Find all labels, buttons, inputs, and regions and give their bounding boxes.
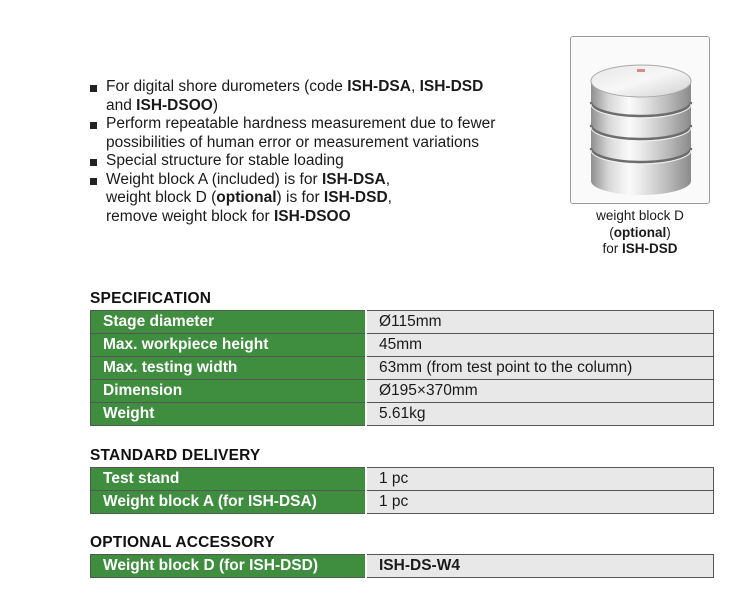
feature-line: Special structure for stable loading (106, 152, 344, 169)
feature-item (90, 171, 550, 227)
table-row (91, 311, 714, 334)
row-value: 5.61kg (366, 403, 714, 426)
optional-accessory-title: OPTIONAL ACCESSORY (90, 534, 275, 551)
table-row (91, 380, 714, 403)
row-label: Weight block A (for ISH-DSA) (91, 491, 367, 514)
photo-caption (570, 208, 710, 258)
row-value: 1 pc (366, 491, 714, 514)
row-value: 1 pc (366, 468, 714, 491)
feature-item (90, 152, 550, 171)
row-label: Stage diameter (91, 311, 367, 334)
row-value: Ø195×370mm (366, 380, 714, 403)
square-bullet-icon (90, 122, 97, 129)
feature-item (90, 78, 550, 115)
standard-delivery-title: STANDARD DELIVERY (90, 447, 261, 464)
caption-line-2: (optional) (609, 224, 671, 240)
row-label: Max. testing width (91, 357, 367, 380)
table-row (91, 357, 714, 380)
row-label: Test stand (91, 468, 367, 491)
standard-delivery-table (90, 467, 714, 514)
feature-line: possibilities of human error or measurement variations (106, 133, 480, 151)
feature-line: Perform repeatable hardness measurement due to fewer (106, 115, 496, 132)
table-row (91, 468, 714, 491)
feature-line: remove weight block for ISH-DSOO (106, 207, 351, 225)
feature-item (90, 115, 550, 152)
row-value: ISH-DS-W4 (366, 555, 714, 578)
weight-block-image (571, 37, 709, 203)
row-label: Dimension (91, 380, 367, 403)
feature-list (90, 78, 550, 226)
row-value: Ø115mm (366, 311, 714, 334)
square-bullet-icon (90, 178, 97, 185)
row-label: Weight block D (for ISH-DSD) (91, 555, 367, 578)
feature-line: For digital shore durometers (code ISH-DSA, ISH-DSD (106, 78, 484, 95)
row-label: Weight (91, 403, 367, 426)
square-bullet-icon (90, 85, 97, 92)
feature-line: weight block D (optional) is for ISH-DSD, (106, 189, 392, 206)
caption-line-3: for ISH-DSD (602, 241, 678, 256)
row-value: 63mm (from test point to the column) (366, 357, 714, 380)
weight-block-photo (570, 36, 710, 204)
feature-line: Weight block A (included) is for ISH-DSA, (106, 170, 391, 188)
feature-line: and ISH-DSOO) (106, 96, 218, 114)
caption-line-1: weight block D (596, 208, 684, 223)
optional-accessory-table (90, 554, 714, 578)
row-value: 45mm (366, 334, 714, 357)
table-row (91, 403, 714, 426)
table-row (91, 491, 714, 514)
row-label: Max. workpiece height (91, 334, 367, 357)
square-bullet-icon (90, 159, 97, 166)
specification-title: SPECIFICATION (90, 290, 212, 307)
table-row (91, 555, 714, 578)
table-row (91, 334, 714, 357)
specification-table (90, 310, 714, 426)
